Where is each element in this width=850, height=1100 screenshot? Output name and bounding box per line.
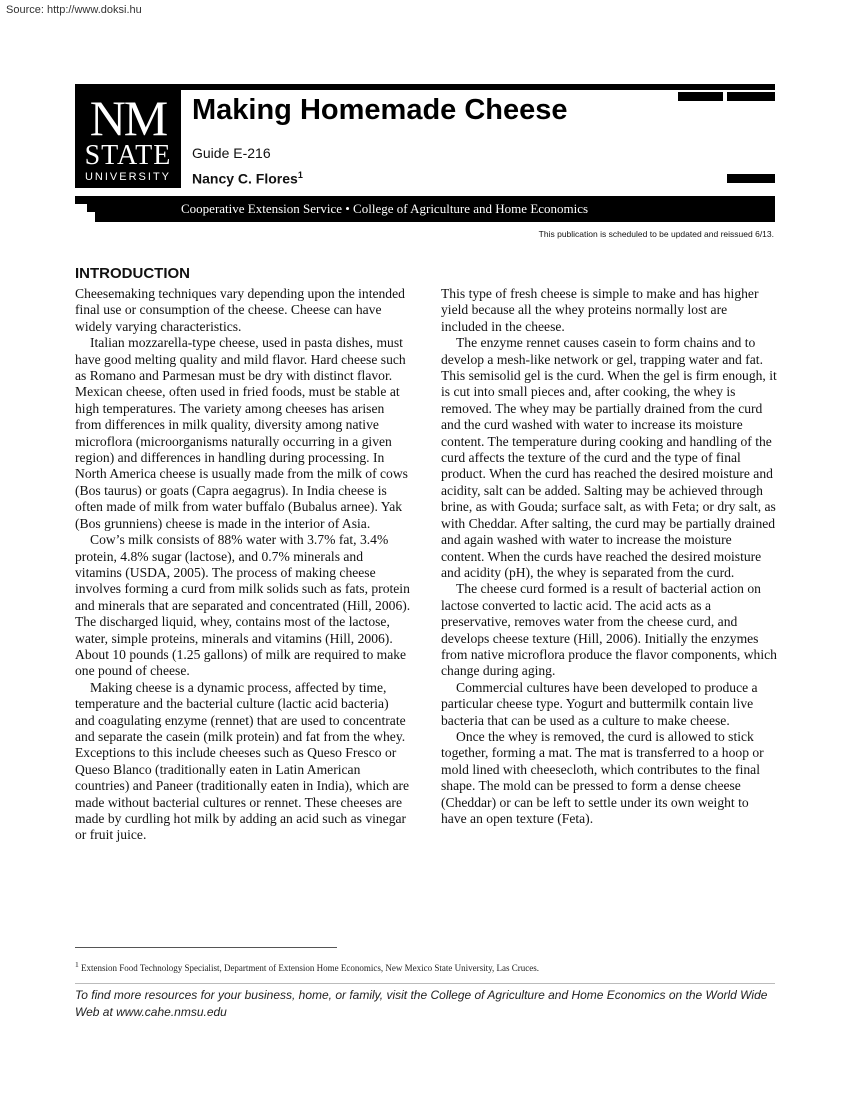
author-footnote-mark: 1 — [297, 170, 303, 180]
logo-state: STATE — [84, 140, 172, 171]
update-notice: This publication is scheduled to be updated and reissued 6/13. — [538, 229, 774, 239]
logo-university: UNIVERSITY — [84, 171, 171, 183]
page-title: Making Homemade Cheese — [192, 94, 568, 126]
footnote-mark: 1 — [75, 960, 79, 969]
right-column — [441, 286, 777, 827]
author-name — [192, 170, 303, 187]
footnote — [75, 960, 539, 973]
footer-divider — [75, 983, 775, 984]
footnote-text: Extension Food Technology Specialist, Department of Extension Home Economics, New Mexico State University, Las Cruces. — [81, 963, 540, 973]
paragraph: Cheesemaking techniques vary depending upon the intended final use or consumption of the cheese. Cheese can have widely varying characteristics. — [75, 286, 405, 334]
left-column — [75, 286, 411, 844]
paragraph: Italian mozzarella-type cheese, used in pasta dishes, must have good melting quality and mild flavor. Hard cheese such as Romano and Parmesan must be dry with distinct flavor. Mexican cheese, often used in fried foods, must be stable at high temperatures. The variety among cheeses has arisen from differences in milk quality, diversity among native microflora (microorganisms naturally occurring in a given region) and differences in handling during processing. In North America cheese is usually made from the milk of cows (Bos taurus) or goats (Capra aegagrus). In India cheese is often made of milk from water buffalo (Bubalus arnee). Yak (Bos grunniens) cheese is made in the interior of Asia. — [75, 335, 408, 531]
banner-step-cutout — [75, 212, 95, 222]
paragraph: Making cheese is a dynamic process, affected by time, temperature and the bacterial culture (lactic acid bacteria) and coagulating enzyme (rennet) that are used to concentrate and separate the casein (milk protein) and fat from the whey. Exceptions to this include cheeses such as Queso Fresco or Queso Blanco (traditionally eaten in Latin American countries) and Paneer (traditionally eaten in India), which are made without bacterial cultures or rennet. These cheeses are made by curdling hot milk by adding an acid such as vinegar or fruit juice. — [75, 679, 410, 843]
paragraph: The cheese curd formed is a result of bacterial action on lactose converted to lactic acid. The acid acts as a preservative, removes water from the cheese curd, and develops cheese texture (Hill, 2006). Initially the enzymes from native microflora produce the flavor components, which change during aging. — [441, 581, 777, 679]
banner-text: Cooperative Extension Service • College of Agriculture and Home Economics — [181, 201, 589, 216]
header-decor-block — [727, 174, 775, 183]
paragraph: Once the whey is removed, the curd is allowed to stick together, forming a mat. The mat is transferred to a hoop or mold lined with cheesecloth, which contributes to the final shape. The mold can be pressed to form a dense cheese (Cheddar) or can be left to settle under its own weight to have an open texture (Feta). — [441, 728, 764, 826]
header-decor-block — [678, 92, 723, 101]
header-banner — [75, 196, 775, 222]
footer-note: To find more resources for your business, home, or family, visit the College of Agriculture and Home Economics on the World Wide Web at www.cahe.nmsu.edu — [75, 988, 768, 1019]
paragraph: Commercial cultures have been developed to produce a particular cheese type. Yogurt and buttermilk contain live bacteria that can be used as a culture to make cheese. — [441, 679, 758, 728]
paragraph: This type of fresh cheese is simple to make and has higher yield because all the whey proteins normally lost are included in the cheese. — [441, 286, 759, 334]
source-url: Source: http://www.doksi.hu — [6, 4, 142, 16]
logo-nm: NM — [89, 90, 167, 146]
nmsu-logo — [75, 90, 181, 188]
author-text: Nancy C. Flores — [192, 170, 298, 187]
footnote-divider — [75, 947, 337, 948]
guide-number: Guide E-216 — [192, 145, 271, 161]
section-heading: INTRODUCTION — [75, 265, 190, 282]
paragraph: Cow’s milk consists of 88% water with 3.7% fat, 3.4% protein, 4.8% sugar (lactose), and 0.7% minerals and vitamins (USDA, 2005). The process of making cheese involves forming a curd from milk solids such as fats, protein and minerals that are separated and concentrated (Hill, 2006). The discharged liquid, whey, contains most of the lactose, water, simple proteins, minerals and vitamins (Hill, 2006). About 10 pounds (1.25 gallons) of milk are required to make one pound of cheese. — [75, 532, 411, 679]
header-decor-block — [727, 92, 775, 101]
paragraph: The enzyme rennet causes casein to form chains and to develop a mesh-like network or gel, trapping water and fat. This semisolid gel is the curd. When the gel is firm enough, it is cut into small pieces and, after cooking, the whey is removed. The whey may be partially drained from the curd and the curd washed with water to increase its moisture content. The temperature during cooking and handling of the curd affects the texture of the curd and the type of final product. When the curd has reached the desired moisture and acidity, salt can be added. Salting may be achieved through brine, as with Gouda; surface salt, as with Feta; or dry salt, as with Cheddar. After salting, the curd may be partially drained and again washed with water to increase the moisture content. When the curds have reached the desired moisture and acidity (pH), the whey is separated from the curd. — [441, 335, 777, 580]
